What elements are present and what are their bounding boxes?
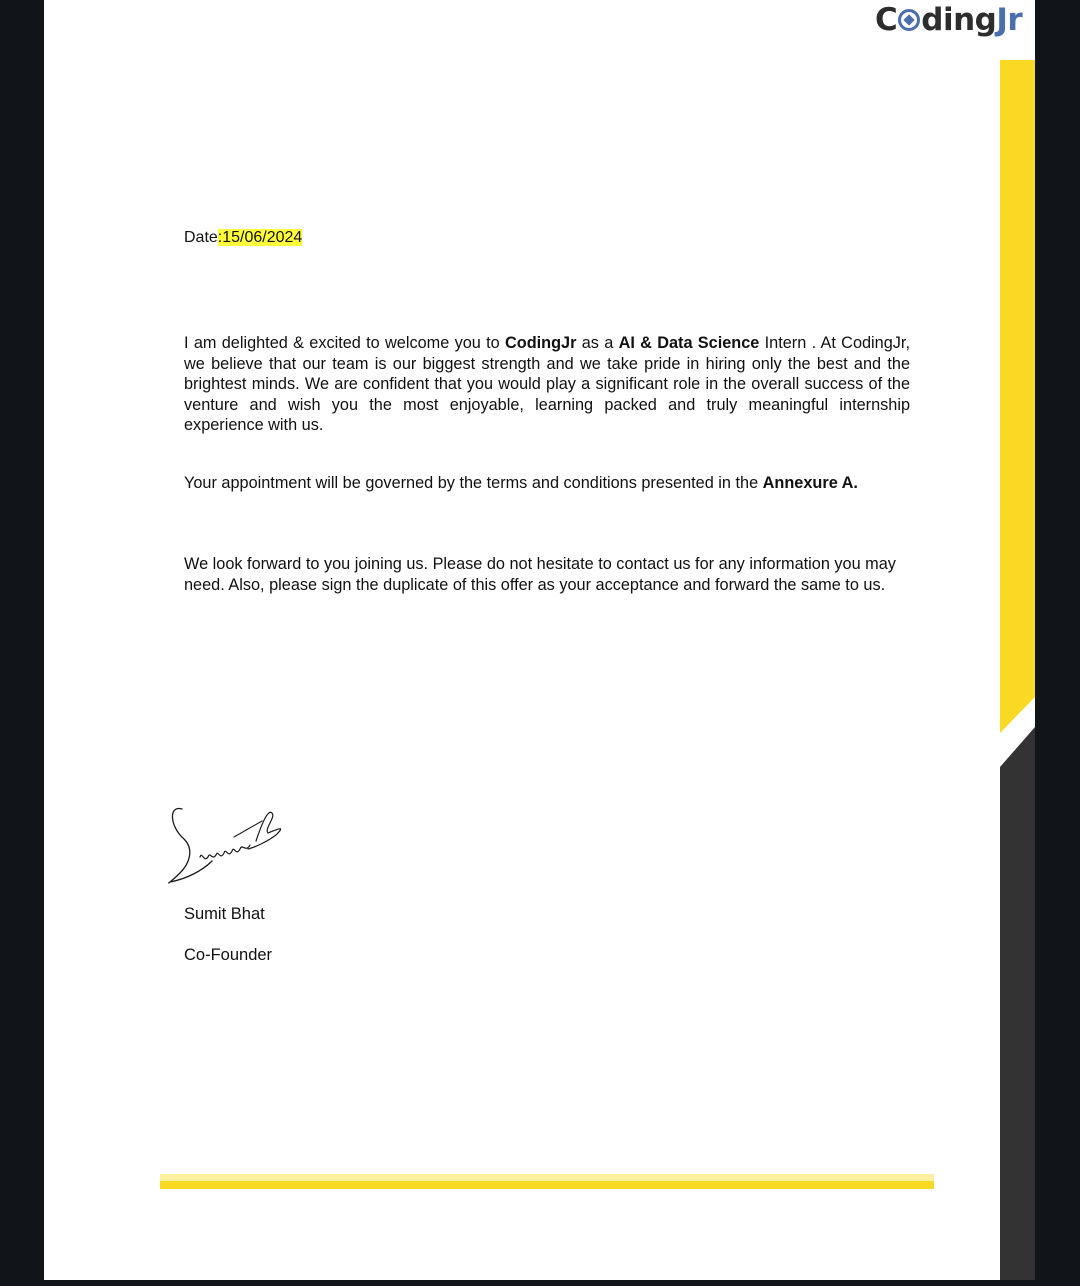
dark-stripe: [1000, 727, 1035, 1280]
signer-title: Co-Founder: [184, 946, 273, 964]
welcome-rest: Intern . At CodingJr, we believe that our team is our biggest strength and we take pride in hiring only the best and the brightest minds. We are confident that you would play a significant role in the overall success of the venture and wish you the most enjoyable, learning packed and truly meaningful internship experience with us.: [184, 334, 910, 434]
side-decoration: [1000, 60, 1035, 1280]
role-name: AI & Data Science: [618, 334, 760, 352]
date-label: Date: [184, 229, 218, 246]
signer-name: Sumit Bhat: [184, 905, 265, 923]
logo-ding: ding: [921, 2, 997, 38]
viewer-background: [1035, 0, 1080, 1286]
terms-text: Your appointment will be governed by the terms and conditions presented in the: [184, 474, 763, 492]
company-name: CodingJr: [505, 334, 577, 352]
logo-jr: Jr: [996, 2, 1023, 38]
logo-letter-c: C: [875, 2, 898, 38]
letter-date: [184, 229, 302, 247]
footer-bar: [160, 1181, 934, 1189]
code-diamond-icon: [898, 9, 920, 31]
letter-page: [44, 0, 1035, 1280]
terms-paragraph: [184, 473, 910, 494]
yellow-stripe: [1000, 60, 1035, 733]
company-logo: [875, 2, 1022, 38]
welcome-paragraph: [184, 333, 910, 436]
welcome-intro: I am delighted & excited to welcome you to: [184, 334, 505, 352]
welcome-as-a: as a: [576, 334, 619, 352]
date-value: :15/06/2024: [217, 229, 303, 246]
closing-paragraph: We look forward to you joining us. Please do not hesitate to contact us for any information you may need. Also, please sign the duplicate of this offer as your acceptance and forward the same to us.: [184, 555, 896, 594]
footer-bar-light: [160, 1174, 934, 1181]
signature-image: [164, 795, 289, 890]
annexure-ref: Annexure A.: [762, 474, 858, 492]
